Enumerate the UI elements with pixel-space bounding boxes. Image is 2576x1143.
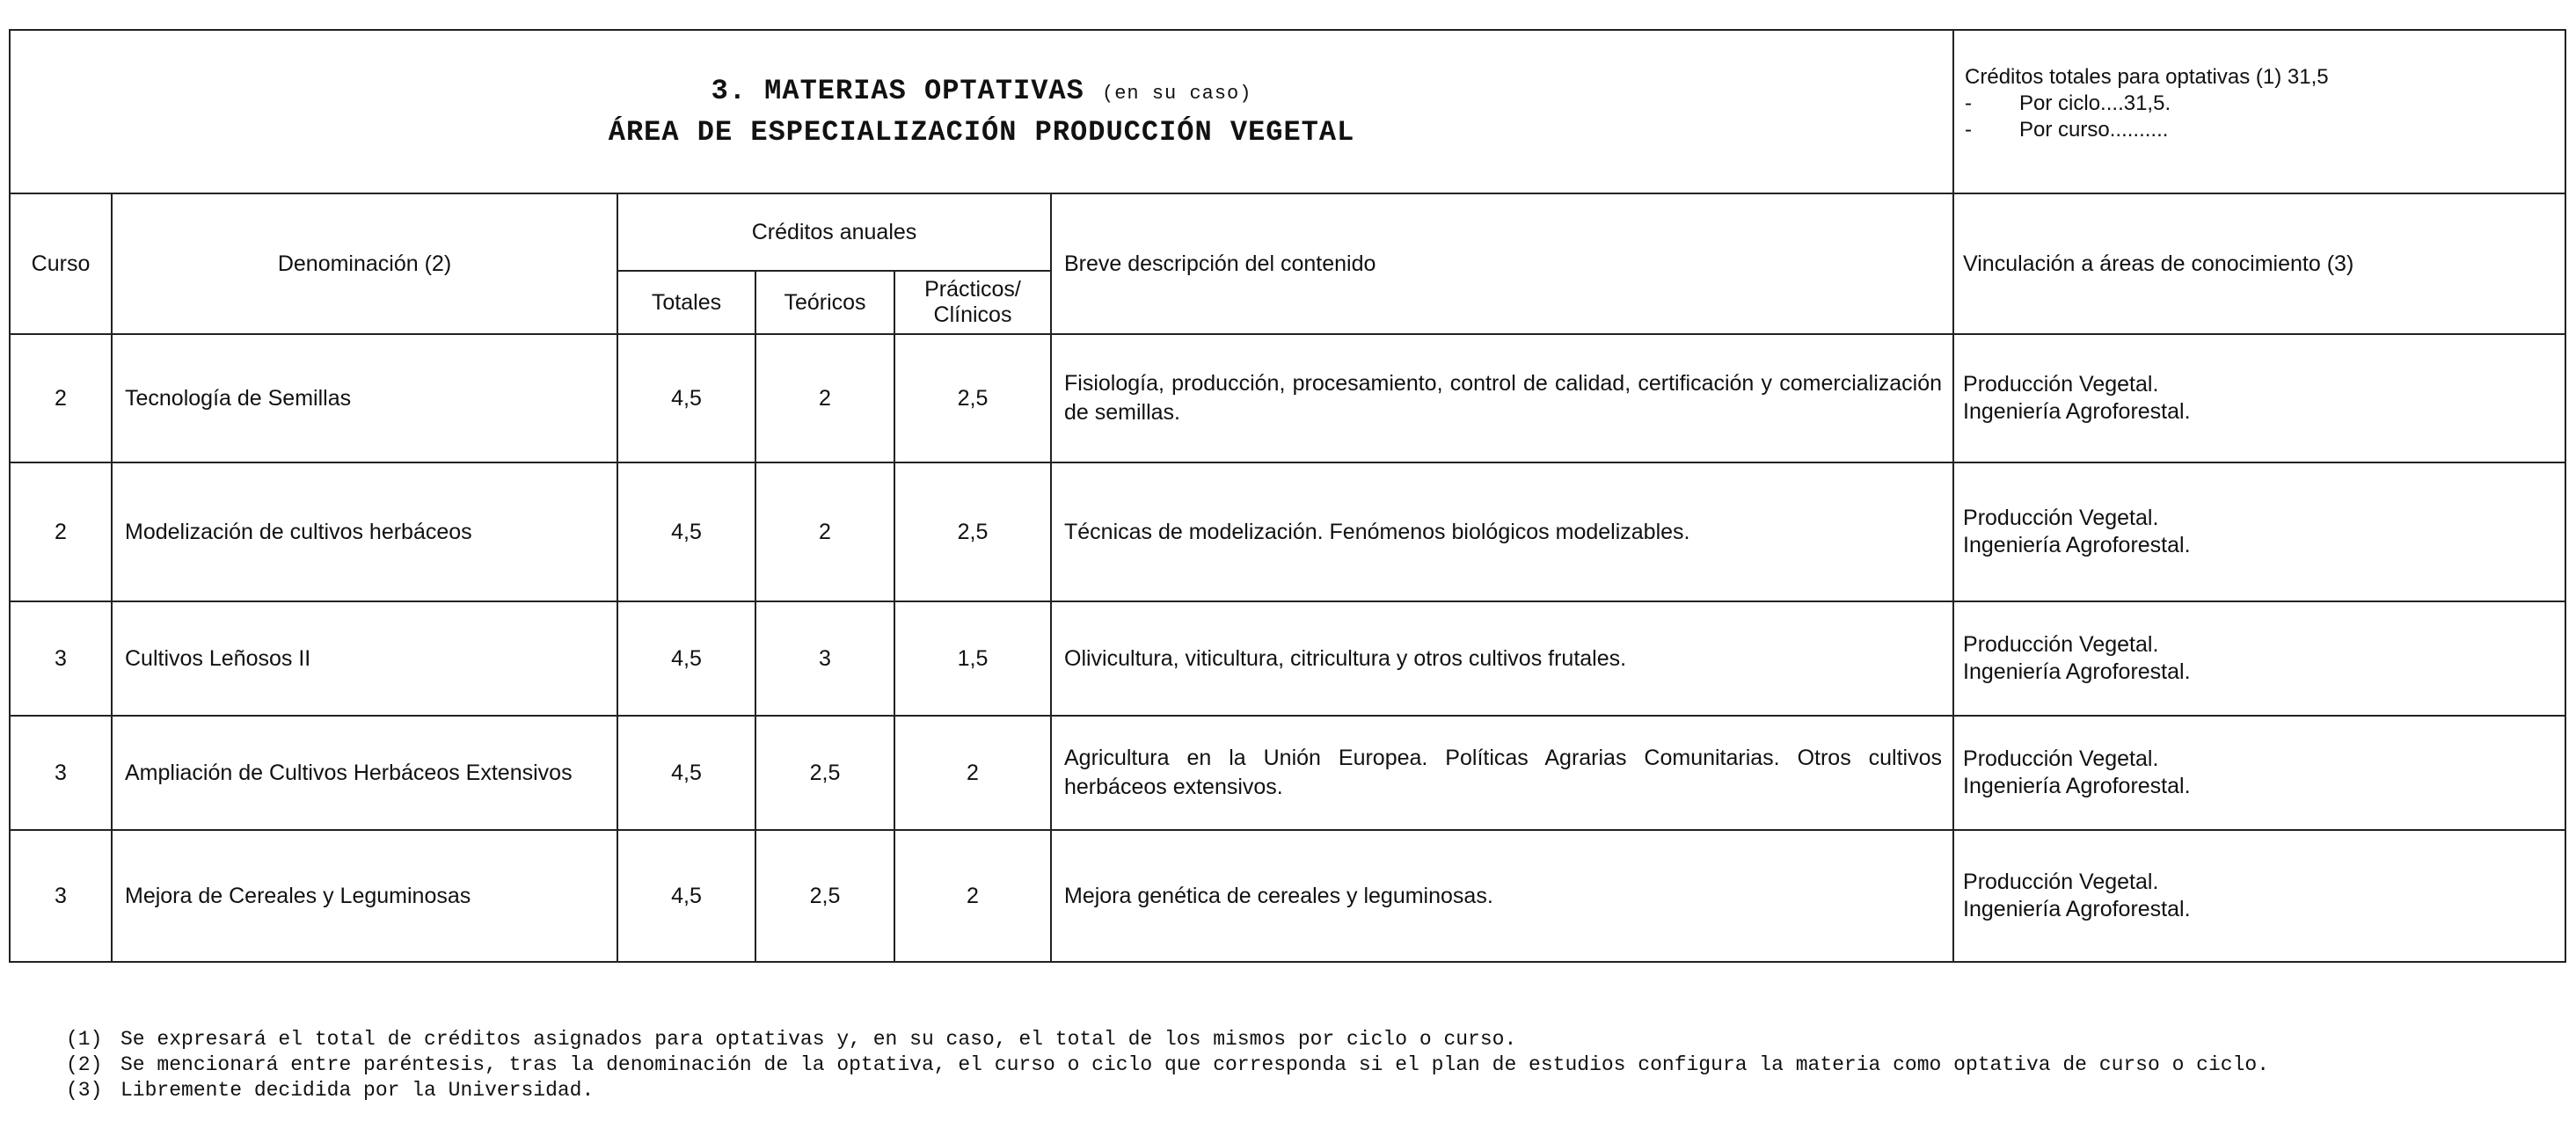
footnote-3 — [66, 1078, 2546, 1103]
col-header-curso: Curso — [10, 193, 112, 334]
area-produccion-vegetal: Producción Vegetal. — [1963, 870, 2159, 894]
cell-totales: 4,5 — [617, 462, 755, 601]
footnote-text: Se mencionará entre paréntesis, tras la denominación de la optativa, el curso o ciclo que corresponda si el plan de estudios configura la materia como optativa de curso o ciclo. — [120, 1053, 2269, 1076]
title-cell — [10, 30, 1953, 193]
cell-practicos: 2 — [894, 830, 1051, 962]
section-title-note: (en su caso) — [1102, 82, 1252, 105]
table-row — [10, 716, 2565, 830]
col-header-creditos-anuales: Créditos anuales — [617, 193, 1051, 271]
cell-curso: 2 — [10, 334, 112, 462]
cell-teoricos: 2,5 — [755, 716, 894, 830]
col-header-teoricos: Teóricos — [755, 271, 894, 334]
cell-totales: 4,5 — [617, 601, 755, 716]
area-produccion-vegetal: Producción Vegetal. — [1963, 746, 2159, 771]
footnotes — [66, 1027, 2546, 1103]
materias-optativas-table — [9, 29, 2566, 963]
cell-teoricos: 2 — [755, 334, 894, 462]
area-produccion-vegetal: Producción Vegetal. — [1963, 372, 2159, 397]
cell-vinculacion — [1953, 830, 2565, 962]
cell-teoricos: 3 — [755, 601, 894, 716]
cell-descripcion: Mejora genética de cereales y leguminosas. — [1051, 830, 1953, 962]
cell-practicos: 2 — [894, 716, 1051, 830]
cell-practicos: 1,5 — [894, 601, 1051, 716]
area-ingenieria-agroforestal: Ingeniería Agroforestal. — [1963, 533, 2191, 557]
cell-curso: 3 — [10, 716, 112, 830]
col-header-totales: Totales — [617, 271, 755, 334]
footnote-number: (2) — [66, 1053, 103, 1076]
footnote-text: Se expresará el total de créditos asignados para optativas y, en su caso, el total de los mismos por ciclo o curso. — [120, 1028, 1517, 1051]
cell-practicos: 2,5 — [894, 462, 1051, 601]
cell-denominacion: Cultivos Leñosos II — [112, 601, 617, 716]
credits-total: Créditos totales para optativas (1) 31,5 — [1965, 65, 2329, 89]
section-title-main: 3. MATERIAS OPTATIVAS — [711, 74, 1084, 107]
cell-vinculacion — [1953, 462, 2565, 601]
col-header-denominacion: Denominación (2) — [112, 193, 617, 334]
cell-teoricos: 2,5 — [755, 830, 894, 962]
area-ingenieria-agroforestal: Ingeniería Agroforestal. — [1963, 399, 2191, 424]
table-row — [10, 334, 2565, 462]
credits-per-course: Por curso.......... — [2019, 118, 2169, 142]
cell-denominacion: Ampliación de Cultivos Herbáceos Extensivos — [112, 716, 617, 830]
cell-curso: 3 — [10, 830, 112, 962]
footnote-number: (1) — [66, 1028, 103, 1051]
cell-practicos: 2,5 — [894, 334, 1051, 462]
cell-descripcion: Técnicas de modelización. Fenómenos biológicos modelizables. — [1051, 462, 1953, 601]
cell-totales: 4,5 — [617, 830, 755, 962]
cell-denominacion: Tecnología de Semillas — [112, 334, 617, 462]
bullet-dash: - — [1965, 118, 1973, 142]
credits-per-cycle: Por ciclo....31,5. — [2019, 91, 2171, 115]
bullet-dash: - — [1965, 91, 1973, 115]
col-header-descripcion: Breve descripción del contenido — [1051, 193, 1953, 334]
area-ingenieria-agroforestal: Ingeniería Agroforestal. — [1963, 659, 2191, 684]
table-row — [10, 830, 2565, 962]
cell-vinculacion — [1953, 716, 2565, 830]
area-produccion-vegetal: Producción Vegetal. — [1963, 632, 2159, 657]
title-row — [10, 30, 2565, 193]
cell-curso: 3 — [10, 601, 112, 716]
area-subtitle: ÁREA DE ESPECIALIZACIÓN PRODUCCIÓN VEGETAL — [608, 115, 1355, 149]
cell-totales: 4,5 — [617, 716, 755, 830]
footnote-text: Libremente decidida por la Universidad. — [120, 1079, 595, 1102]
col-header-vinculacion: Vinculación a áreas de conocimiento (3) — [1953, 193, 2565, 334]
cell-totales: 4,5 — [617, 334, 755, 462]
section-title — [11, 72, 1952, 113]
cell-descripcion: Fisiología, producción, procesamiento, control de calidad, certificación y comercialización de semillas. — [1051, 334, 1953, 462]
area-ingenieria-agroforestal: Ingeniería Agroforestal. — [1963, 774, 2191, 798]
col-header-practicos: Prácticos/ Clínicos — [894, 271, 1051, 334]
optativas-sheet — [9, 29, 2565, 963]
cell-denominacion: Mejora de Cereales y Leguminosas — [112, 830, 617, 962]
cell-denominacion: Modelización de cultivos herbáceos — [112, 462, 617, 601]
credits-summary-cell — [1953, 30, 2565, 193]
footnote-number: (3) — [66, 1079, 103, 1102]
header-row-1 — [10, 193, 2565, 271]
area-ingenieria-agroforestal: Ingeniería Agroforestal. — [1963, 897, 2191, 921]
area-produccion-vegetal: Producción Vegetal. — [1963, 506, 2159, 530]
cell-curso: 2 — [10, 462, 112, 601]
cell-descripcion: Olivicultura, viticultura, citricultura y otros cultivos frutales. — [1051, 601, 1953, 716]
table-row — [10, 601, 2565, 716]
cell-vinculacion — [1953, 601, 2565, 716]
footnote-2 — [66, 1052, 2546, 1078]
footnote-1 — [66, 1027, 2546, 1052]
cell-vinculacion — [1953, 334, 2565, 462]
cell-teoricos: 2 — [755, 462, 894, 601]
cell-descripcion: Agricultura en la Unión Europea. Políticas Agrarias Comunitarias. Otros cultivos herbáceos extensivos. — [1051, 716, 1953, 830]
table-row — [10, 462, 2565, 601]
